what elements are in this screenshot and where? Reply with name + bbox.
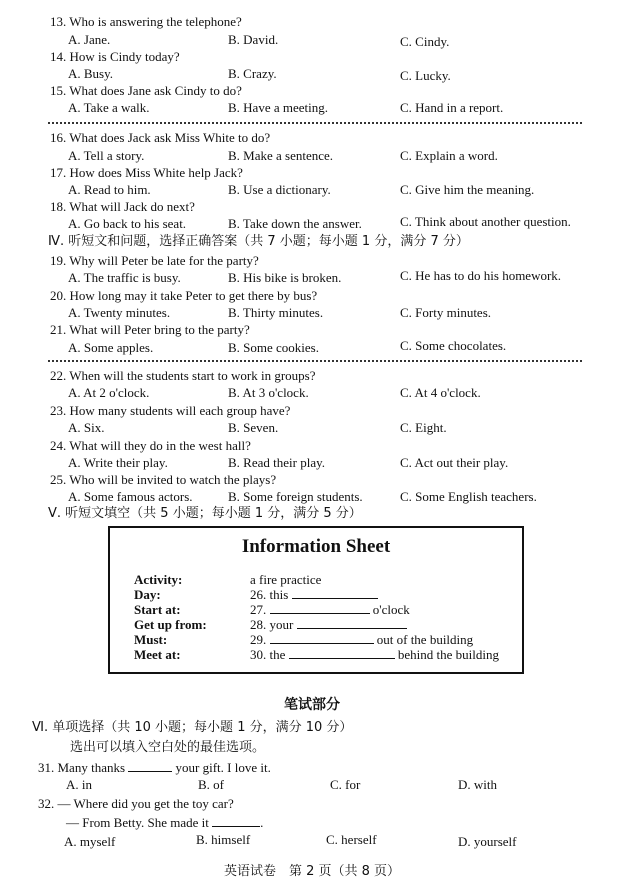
meet-at-label: Meet at: (134, 647, 181, 662)
q20-option-a[interactable]: A. Twenty minutes. (68, 305, 171, 320)
q23-option-c[interactable]: C. Eight. (400, 420, 447, 435)
q31-option-a[interactable]: A. in (66, 777, 92, 792)
q13-option-b[interactable]: B. David. (228, 32, 279, 47)
information-sheet-box (108, 526, 524, 674)
start-at-label: Start at: (134, 602, 181, 617)
q15-option-a[interactable]: A. Take a walk. (68, 100, 150, 115)
q32-option-a[interactable]: A. myself (64, 834, 116, 849)
q19-option-b[interactable]: B. His bike is broken. (228, 270, 342, 285)
q32-suffix: . (260, 815, 264, 830)
day-label: Day: (134, 587, 161, 602)
q20-option-b[interactable]: B. Thirty minutes. (228, 305, 324, 320)
q25-option-b[interactable]: B. Some foreign students. (228, 489, 363, 504)
must-prefix: 29. (250, 632, 267, 647)
q16-option-a[interactable]: A. Tell a story. (68, 148, 145, 163)
q16-option-b[interactable]: B. Make a sentence. (228, 148, 334, 163)
section-vi-instruction: 选出可以填入空白处的最佳选项。 (70, 740, 266, 755)
q31-option-d[interactable]: D. with (458, 777, 497, 792)
q23-option-b[interactable]: B. Seven. (228, 420, 279, 435)
start-at-suffix: o'clock (372, 602, 410, 617)
q22-option-b[interactable]: B. At 3 o'clock. (228, 385, 309, 400)
get-up-from-label: Get up from: (134, 617, 207, 632)
meet-at-prefix: 30. the (250, 647, 286, 662)
q17-option-c[interactable]: C. Give him the meaning. (400, 182, 535, 197)
meet-at-row (250, 647, 499, 663)
question-16: 16. What does Jack ask Miss White to do? (50, 130, 271, 145)
question-23: 23. How many students will each group have? (50, 403, 291, 418)
question-14: 14. How is Cindy today? (50, 49, 180, 64)
q25-option-c[interactable]: C. Some English teachers. (400, 489, 537, 504)
q14-option-a[interactable]: A. Busy. (68, 66, 114, 81)
q31-suffix: your gift. I love it. (175, 760, 271, 775)
q19-option-a[interactable]: A. The traffic is busy. (68, 270, 181, 285)
blank-29[interactable] (270, 632, 374, 644)
q31-option-c[interactable]: C. for (330, 777, 361, 792)
question-25: 25. Who will be invited to watch the plays? (50, 472, 277, 487)
q25-option-a[interactable]: A. Some famous actors. (68, 489, 193, 504)
question-21: 21. What will Peter bring to the party? (50, 322, 250, 337)
q21-option-c[interactable]: C. Some chocolates. (400, 338, 507, 353)
q18-option-c[interactable]: C. Think about another question. (400, 214, 571, 229)
question-19: 19. Why will Peter be late for the party? (50, 253, 259, 268)
q18-option-a[interactable]: A. Go back to his seat. (68, 216, 187, 231)
question-22: 22. When will the students start to work in groups? (50, 368, 316, 383)
activity-label: Activity: (134, 572, 183, 587)
q32-option-c[interactable]: C. herself (326, 832, 377, 847)
q32-option-b[interactable]: B. himself (196, 832, 251, 847)
q22-option-c[interactable]: C. At 4 o'clock. (400, 385, 481, 400)
q19-option-c[interactable]: C. He has to do his homework. (400, 268, 562, 283)
q17-option-b[interactable]: B. Use a dictionary. (228, 182, 331, 197)
q32-blank[interactable] (212, 816, 260, 827)
q15-option-b[interactable]: B. Have a meeting. (228, 100, 328, 115)
get-up-from-prefix: 28. your (250, 617, 294, 632)
q31-prefix: 31. Many thanks (38, 760, 126, 775)
day-prefix: 26. this (250, 587, 289, 602)
start-at-row (250, 602, 410, 618)
get-up-from-row (250, 617, 407, 633)
start-at-prefix: 27. (250, 602, 267, 617)
q24-option-a[interactable]: A. Write their play. (68, 455, 168, 470)
blank-26[interactable] (292, 587, 378, 599)
q24-option-b[interactable]: B. Read their play. (228, 455, 325, 470)
question-32: 32. — Where did you get the toy car? (38, 796, 234, 811)
q21-option-a[interactable]: A. Some apples. (68, 340, 154, 355)
question-13: 13. Who is answering the telephone? (50, 14, 242, 29)
q23-option-a[interactable]: A. Six. (68, 420, 105, 435)
divider (48, 360, 582, 362)
q17-option-a[interactable]: A. Read to him. (68, 182, 151, 197)
section-vi-heading: Ⅵ. 单项选择（共 10 小题；每小题 1 分，满分 10 分） (32, 720, 353, 735)
q22-option-a[interactable]: A. At 2 o'clock. (68, 385, 150, 400)
q15-option-c[interactable]: C. Hand in a report. (400, 100, 504, 115)
question-17: 17. How does Miss White help Jack? (50, 165, 243, 180)
day-row (250, 587, 378, 603)
question-18: 18. What will Jack do next? (50, 199, 195, 214)
q21-option-b[interactable]: B. Some cookies. (228, 340, 319, 355)
blank-28[interactable] (297, 617, 407, 629)
question-24: 24. What will they do in the west hall? (50, 438, 251, 453)
q31-blank[interactable] (128, 761, 172, 772)
q32-prefix: — From Betty. She made it (66, 815, 209, 830)
question-31 (38, 760, 271, 776)
divider (48, 122, 582, 124)
question-20: 20. How long may it take Peter to get there by bus? (50, 288, 318, 303)
meet-at-suffix: behind the building (397, 647, 499, 662)
q32-option-d[interactable]: D. yourself (458, 834, 517, 849)
q14-option-c[interactable]: C. Lucky. (400, 68, 451, 83)
blank-27[interactable] (270, 602, 370, 614)
activity-value: a fire practice (250, 572, 322, 587)
q18-option-b[interactable]: B. Take down the answer. (228, 216, 362, 231)
q13-option-c[interactable]: C. Cindy. (400, 34, 450, 49)
question-15: 15. What does Jane ask Cindy to do? (50, 83, 242, 98)
written-part-title: 笔试部分 (284, 697, 340, 713)
must-suffix: out of the building (376, 632, 474, 647)
must-row (250, 632, 473, 648)
q13-option-a[interactable]: A. Jane. (68, 32, 111, 47)
section-v-heading: Ⅴ. 听短文填空（共 5 小题；每小题 1 分，满分 5 分） (48, 506, 362, 521)
blank-30[interactable] (289, 647, 395, 659)
page-footer: 英语试卷 第 2 页（共 8 页） (223, 864, 401, 879)
information-sheet-title: Information Sheet (241, 536, 391, 557)
must-label: Must: (134, 632, 168, 647)
q20-option-c[interactable]: C. Forty minutes. (400, 305, 492, 320)
q31-option-b[interactable]: B. of (198, 777, 224, 792)
q16-option-c[interactable]: C. Explain a word. (400, 148, 498, 163)
question-32-response (66, 815, 263, 831)
q14-option-b[interactable]: B. Crazy. (228, 66, 277, 81)
section-iv-heading: Ⅳ. 听短文和问题，选择正确答案（共 7 小题；每小题 1 分，满分 7 分） (48, 234, 469, 249)
q24-option-c[interactable]: C. Act out their play. (400, 455, 509, 470)
